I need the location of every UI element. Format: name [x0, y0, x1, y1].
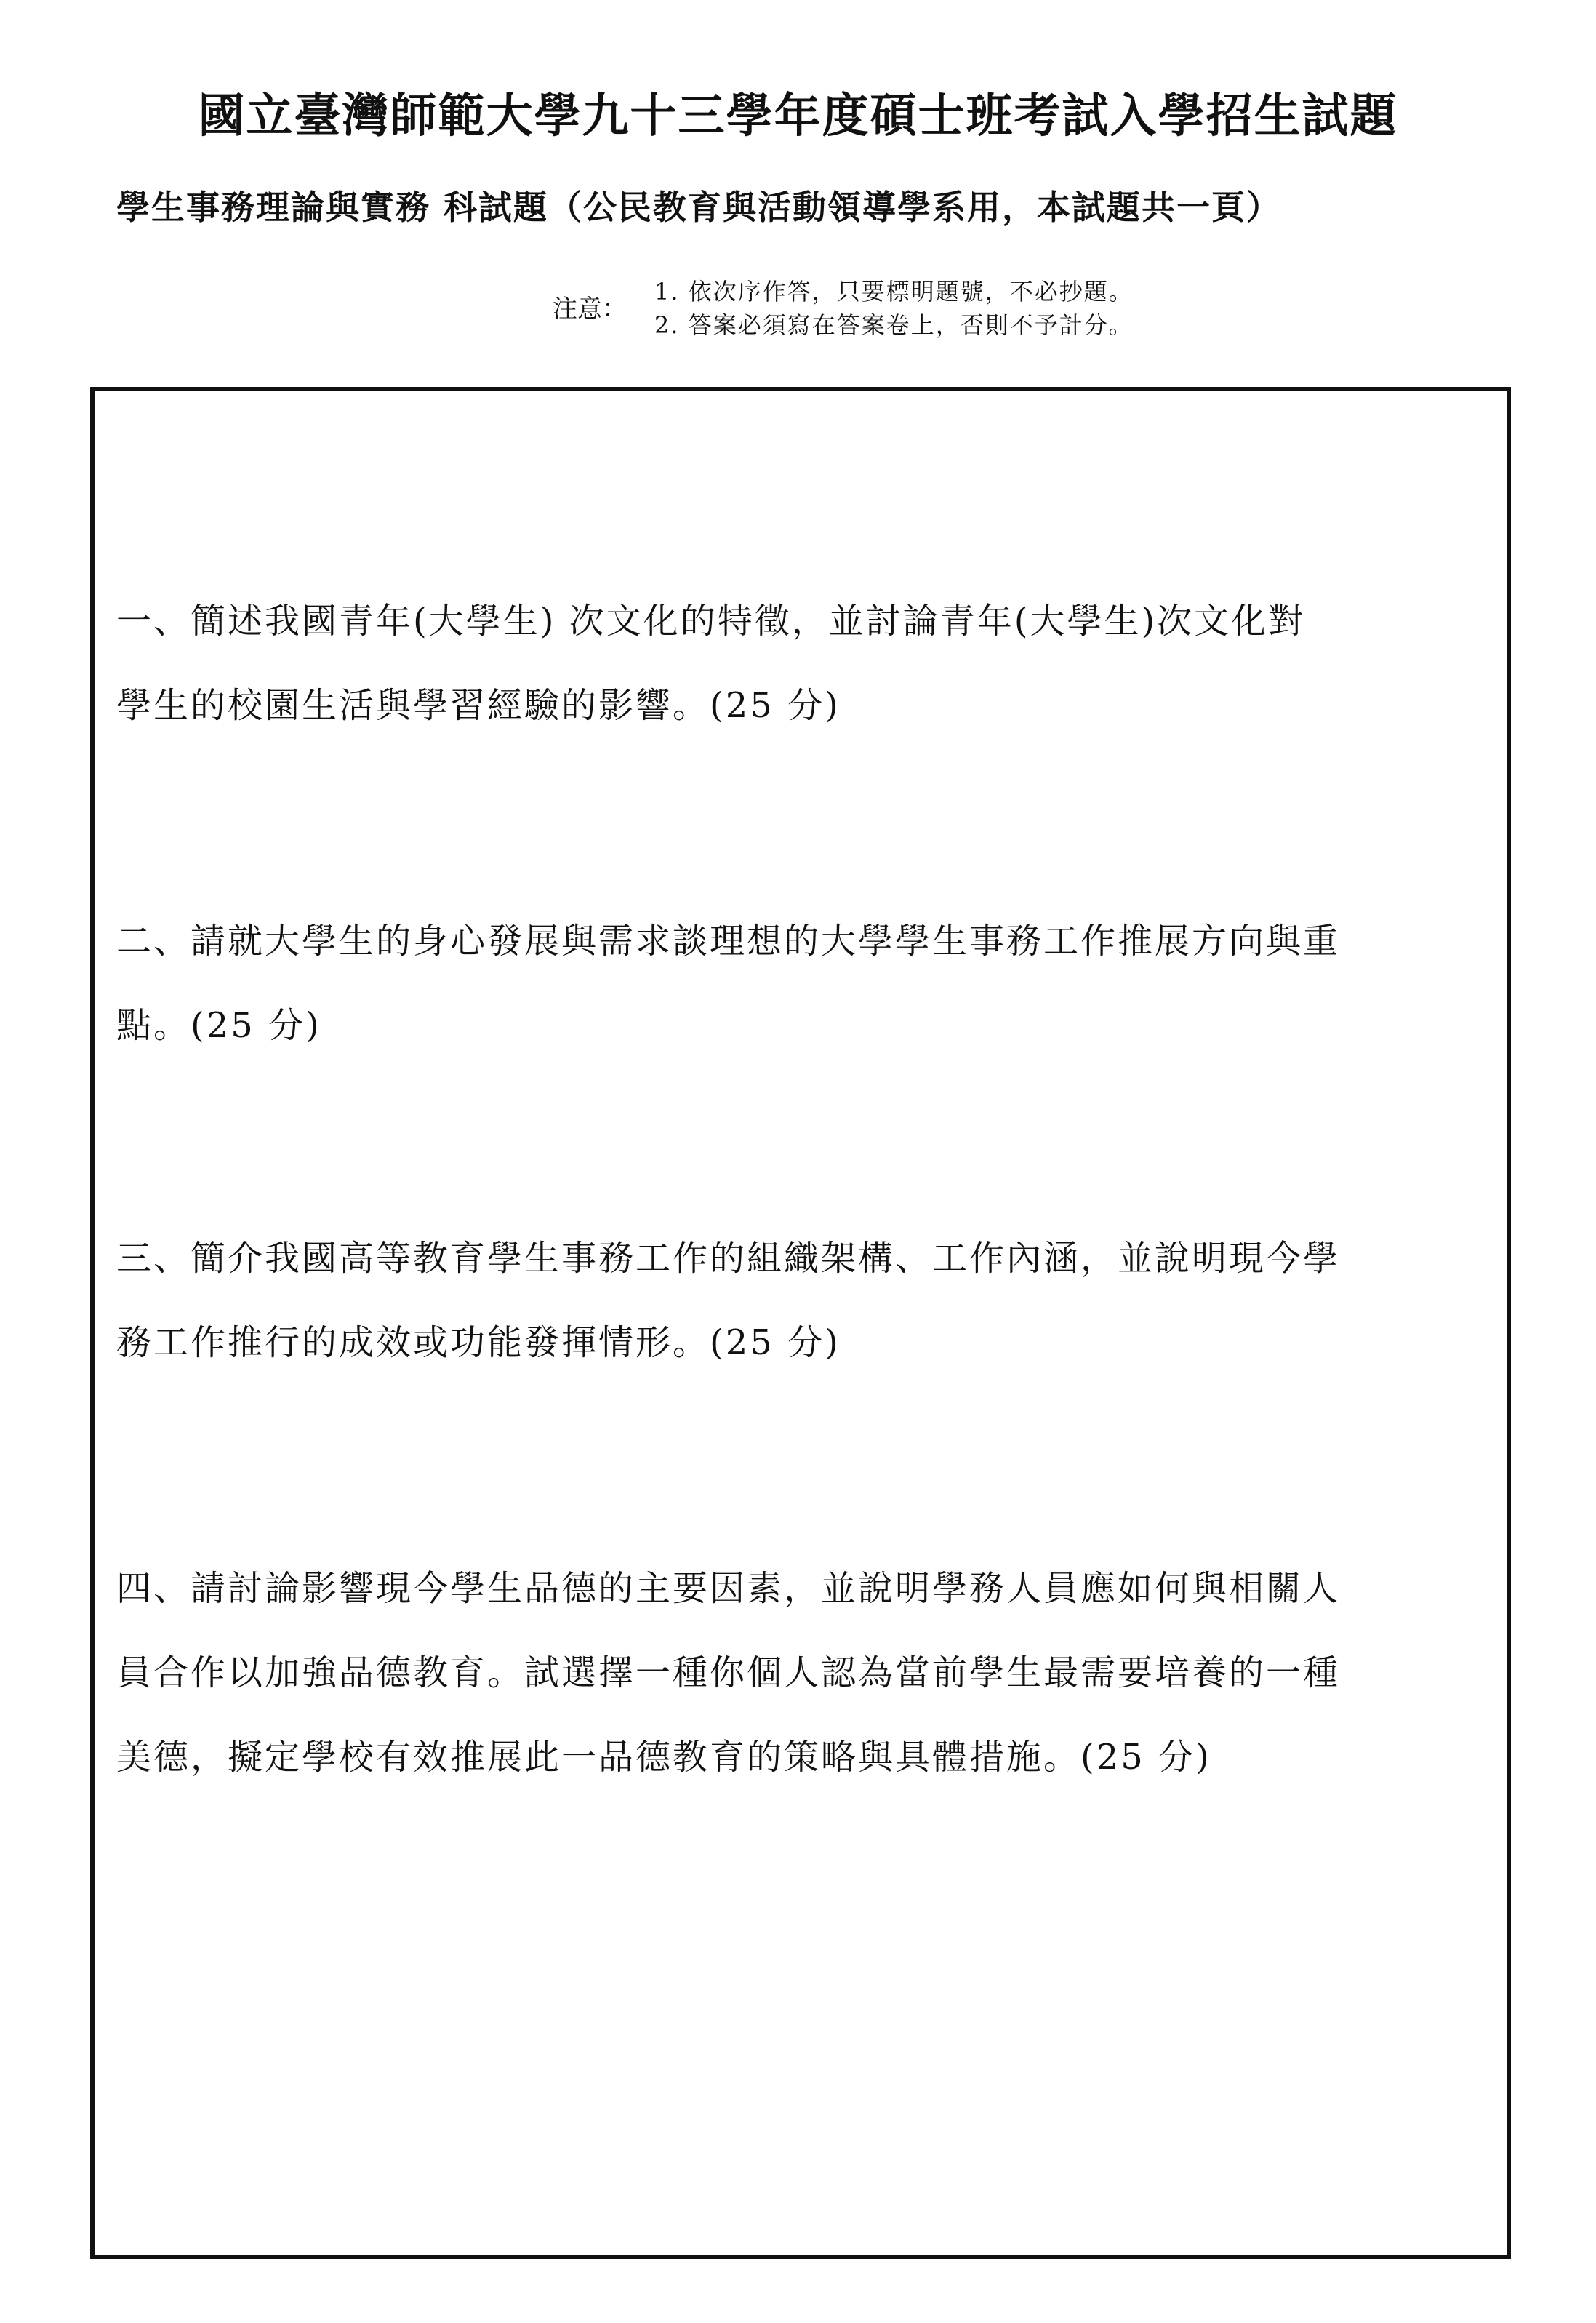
question-4-line: 四、請討論影響現今學生品德的主要因素，並說明學務人員應如何與相關人	[116, 1568, 1341, 1609]
question-3-line: 務工作推行的成效或功能發揮情形。(25 分)	[116, 1322, 841, 1363]
question-3-line: 三、簡介我國高等教育學生事務工作的組織架構、工作內涵，並說明現今學	[116, 1238, 1341, 1279]
question-2-line: 二、請就大學生的身心發展與需求談理想的大學學生事務工作推展方向與重	[116, 921, 1341, 961]
notice-block	[553, 275, 1352, 348]
question-box	[90, 387, 1511, 2259]
question-4-line: 美德，擬定學校有效推展此一品德教育的策略與具體措施。(25 分)	[116, 1737, 1211, 1778]
question-4	[116, 1567, 1483, 1820]
question-3	[116, 1236, 1483, 1405]
question-2	[116, 919, 1483, 1088]
question-4-line: 員合作以加強品德教育。試選擇一種你個人認為當前學生最需要培養的一種	[116, 1652, 1341, 1693]
question-1	[116, 599, 1483, 768]
exam-subtitle: 學生事務理論與實務 科試題（公民教育與活動領導學系用，本試題共一頁）	[116, 188, 1282, 227]
notice-label: 注意：	[553, 295, 627, 324]
notice-list	[654, 275, 1134, 342]
question-1-line: 學生的校園生活與學習經驗的影響。(25 分)	[116, 685, 841, 726]
notice-item: 1. 依次序作答，只要標明題號，不必抄題。	[654, 278, 1134, 305]
exam-title: 國立臺灣師範大學九十三學年度碩士班考試入學招生試題	[198, 89, 1398, 143]
question-1-line: 一、簡述我國青年(大學生) 次文化的特徵，並討論青年(大學生)次文化對	[116, 601, 1306, 641]
question-2-line: 點。(25 分)	[116, 1005, 321, 1046]
notice-item: 2. 答案必須寫在答案卷上，否則不予計分。	[654, 311, 1134, 339]
